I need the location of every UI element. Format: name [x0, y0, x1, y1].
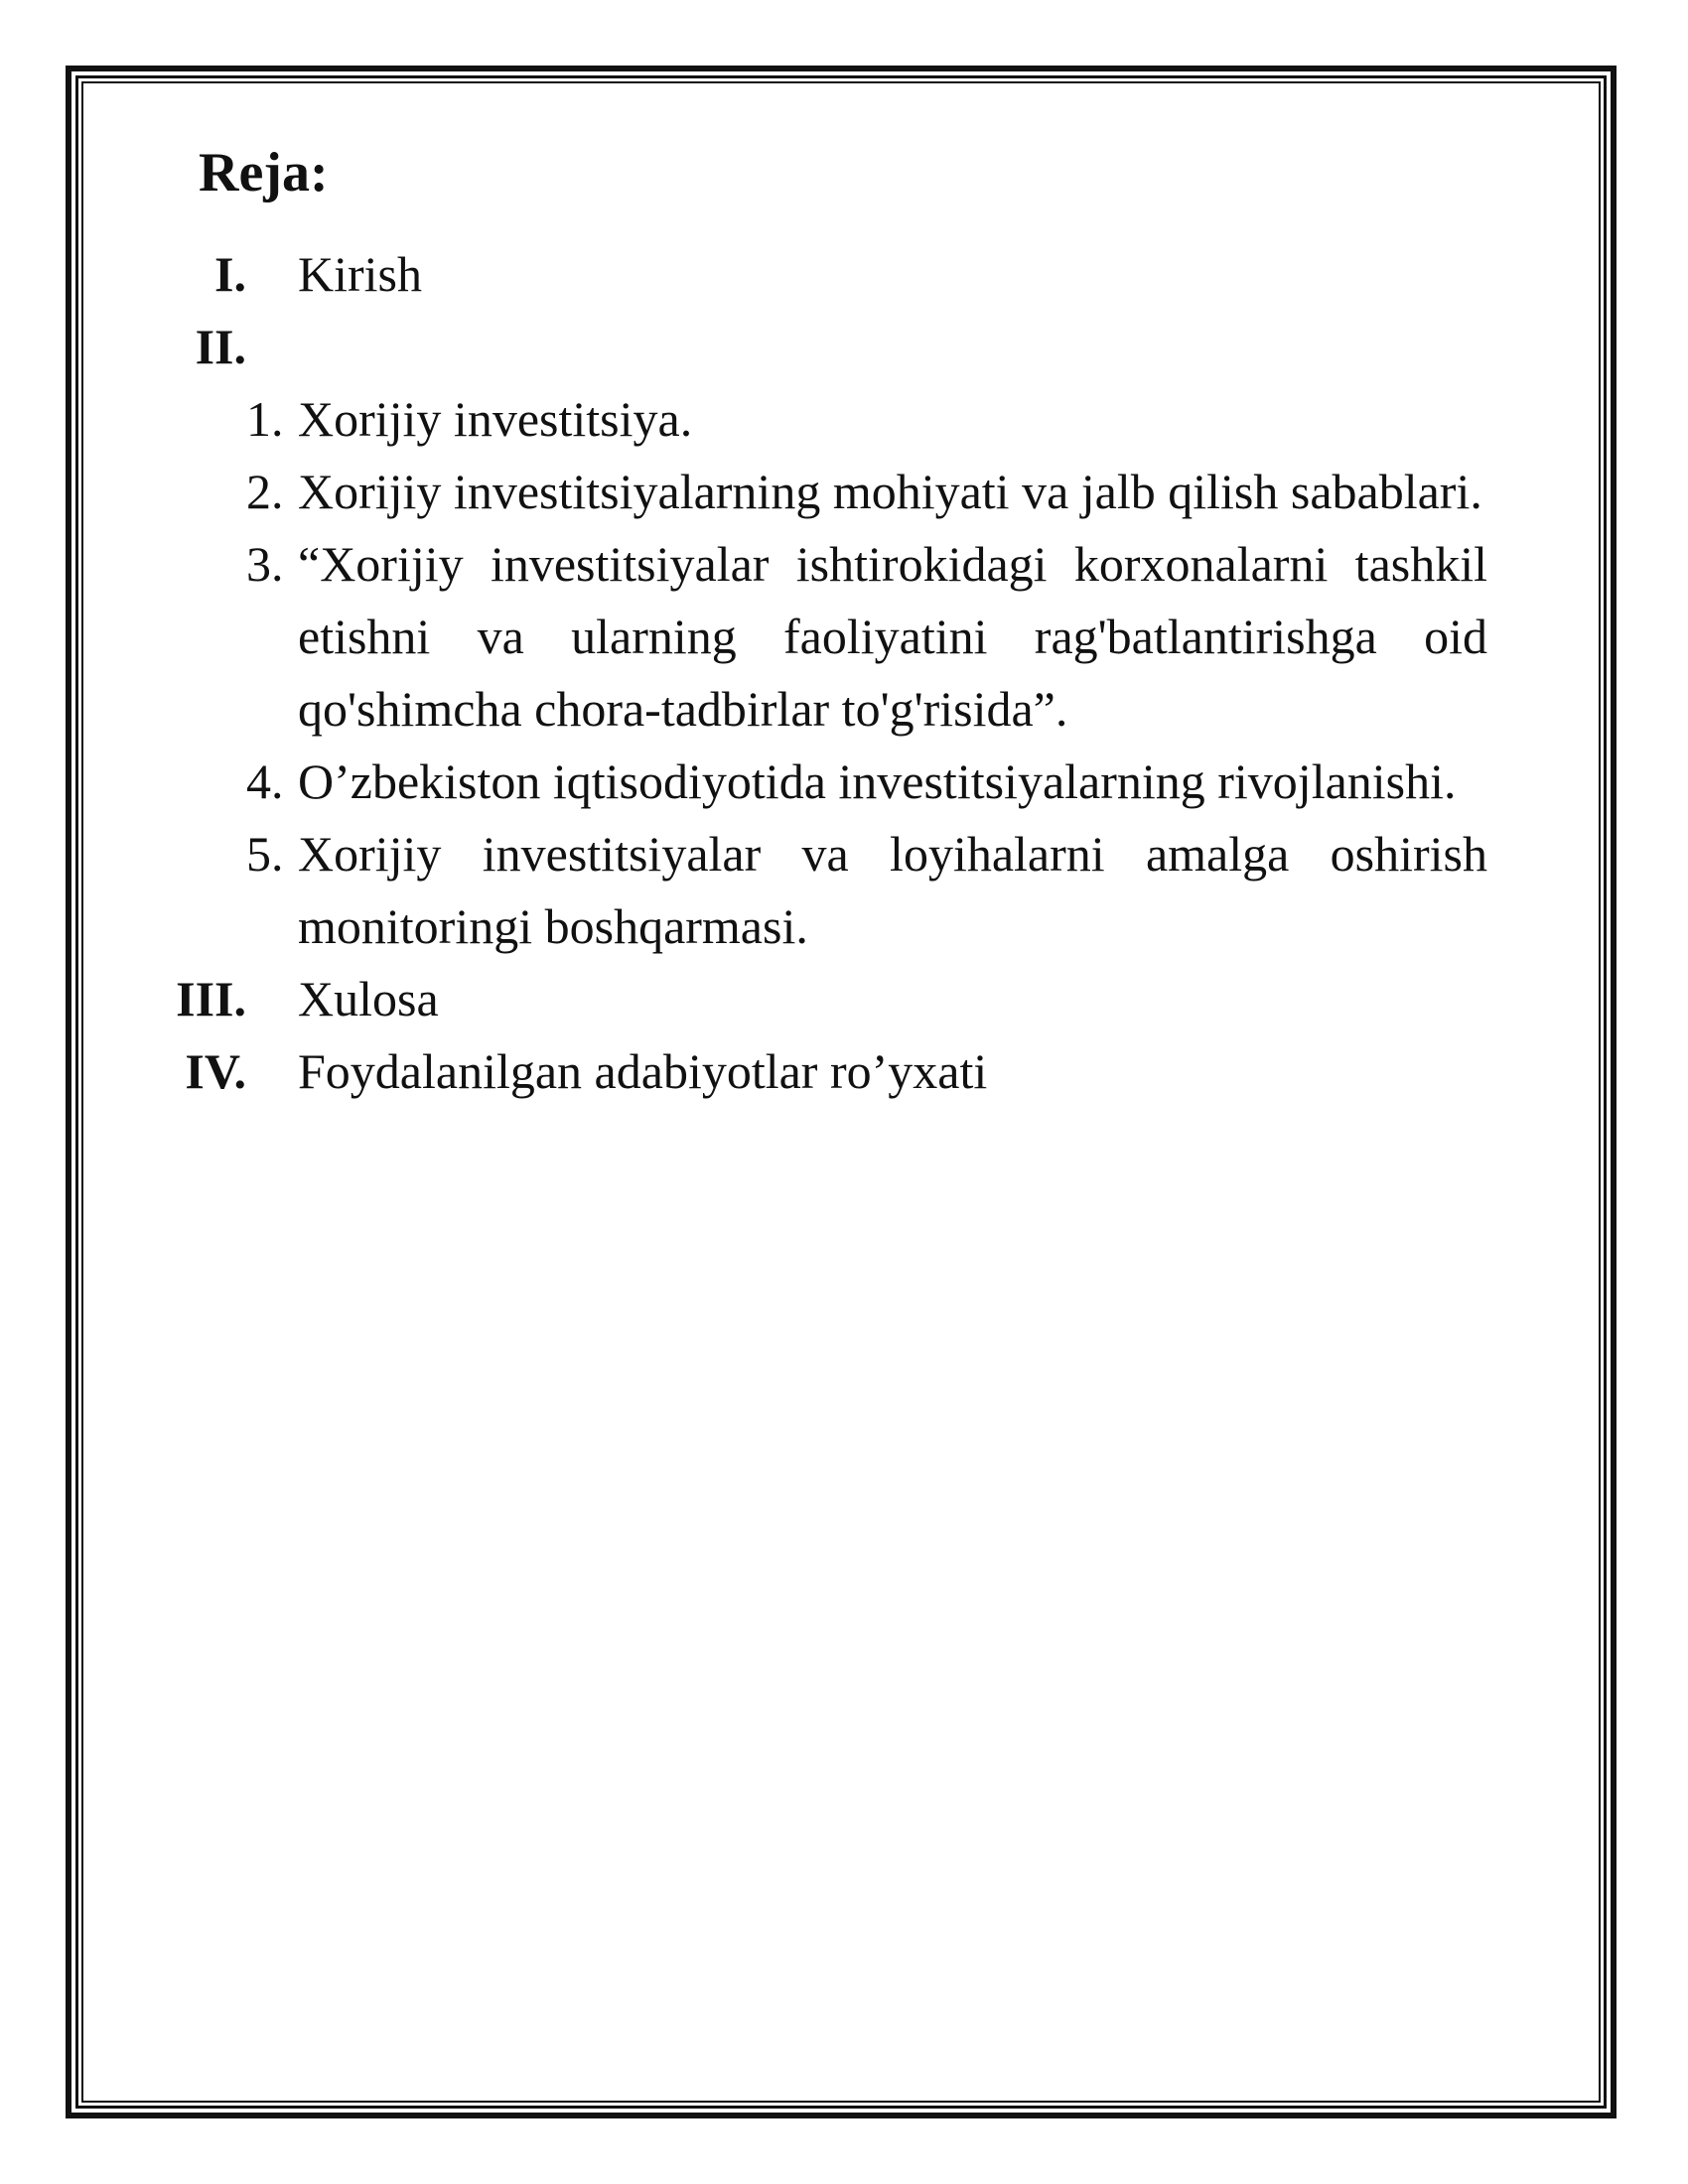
section-title: Foydalanilgan adabiyotlar ro’yxati: [298, 1043, 988, 1099]
subitem-text: Xorijiy investitsiya.: [298, 391, 693, 447]
section-numeral: III.: [176, 971, 246, 1026]
plan-outline: [0, 238, 1688, 1108]
section-title: Kirish: [298, 246, 422, 302]
subitem-text: Xorijiy investitsiyalarning mohiyati va jalb qilish sabablari.: [298, 464, 1482, 519]
subitem-4: [0, 746, 1688, 818]
subitem-number: 2.: [246, 464, 284, 519]
subitem-1: [0, 383, 1688, 456]
subitem-2: [0, 456, 1688, 528]
subitem-text: Xorijiy investitsiyalar va loyihalarni amalga oshirish monitoringi boshqarmasi.: [298, 826, 1487, 954]
section-numeral: IV.: [185, 1043, 246, 1099]
subitem-number: 4.: [246, 753, 284, 809]
subitem-number: 5.: [246, 826, 284, 882]
subitem-5: [0, 818, 1688, 963]
section-2: [0, 311, 1688, 383]
section-numeral: II.: [195, 319, 246, 374]
subitem-text: O’zbekiston iqtisodiyotida investitsiyalarning rivojlanishi.: [298, 753, 1457, 809]
subitem-number: 1.: [246, 391, 284, 447]
section-1: [0, 238, 1688, 311]
subitem-number: 3.: [246, 536, 284, 592]
section-title: [298, 311, 1489, 383]
section-3: [0, 963, 1688, 1035]
section-title: Xulosa: [298, 971, 439, 1026]
subitem-text: “Xorijiy investitsiyalar ishtirokidagi korxonalarni tashkil etishni va ularning faoliyatini rag'batlantirishga oid qo'shimcha chora-tadbirlar to'g'risida”.: [298, 536, 1487, 737]
section-numeral: I.: [214, 246, 246, 302]
plan-heading: Reja:: [199, 142, 329, 204]
subitem-3: [0, 528, 1688, 746]
section-4: [0, 1035, 1688, 1108]
